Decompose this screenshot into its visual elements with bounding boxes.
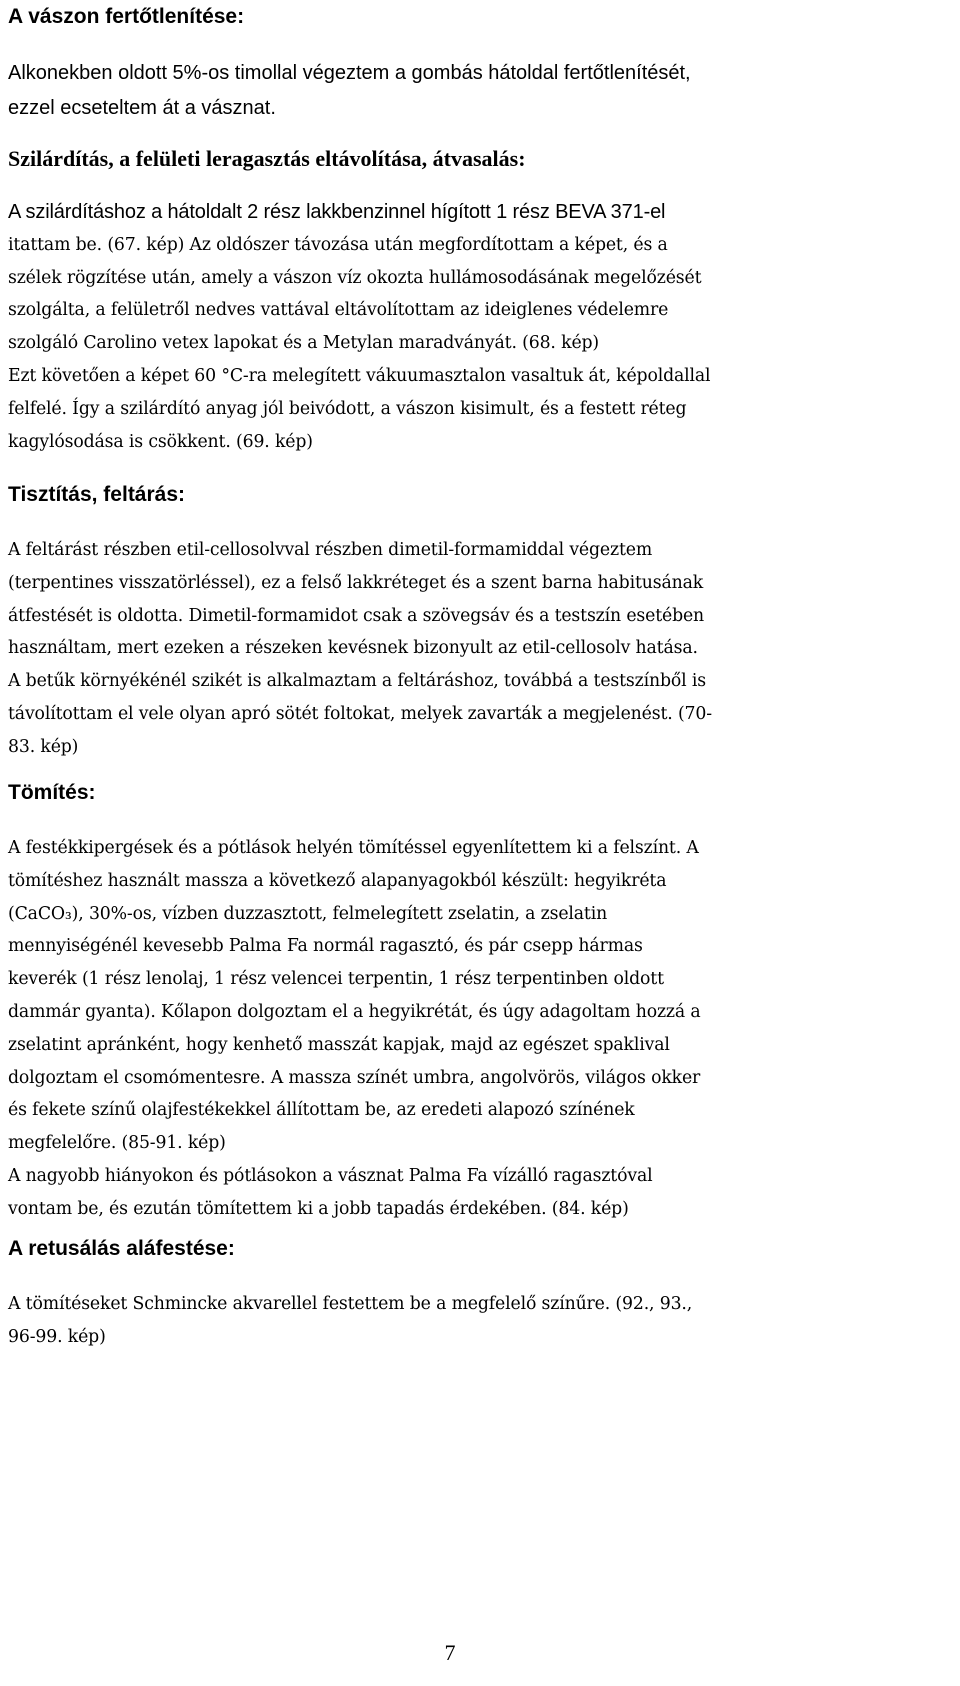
section-paragraph: A tömítéseket Schmincke akvarellel festettem be a megfelelő színűre. (92., 93., 96-99. kép) (8, 1294, 693, 1347)
section-paragraph: A szilárdításhoz a hátoldalt 2 rész lakkbenzinnel hígított 1 rész BEVA 371-el itattam be. (67. kép) Az oldószer távozása után megfordítottam a képet, és a szélek rögzítése után, amely a vászon víz okozta hullámosodásának megelőzését szolgálta, a felületről nedves vattával eltávolítottam az ideiglenes védelemre szolgáló Carolino vetex lapokat és a Metylan maradványát. (68. kép) Ezt követően a képet 60 °C-ra melegített vákuumasztalon vasaltuk át, képoldallal felfelé. Így a szilárdító anyag jól beivódott, a vászon kisimult, és a festett réteg kagylósodása is csökkent. (69. kép) (8, 201, 711, 452)
section-paragraph: A festékkipergések és a pótlások helyén tömítéssel egyenlítettem ki a felszínt. A tömítéshez használt massza a következő alapanyagokból készült: hegyikréta (CaCO₃), 30%-os, vízben duzzasztott, felmelegített zselatin, a zselatin mennyiségénél kevesebb Palma Fa normál ragasztó, és pár csepp hármas keverék (1 rész lenolaj, 1 rész velencei terpentin, 1 rész terpentinben oldott dammár gyanta). Kőlapon dolgoztam el a hegyikrétát, és úgy adagoltam hozzá a zselatint apránként, hogy kenhető masszát kapjak, majd az egészet spaklival dolgoztam el csomómentesre. A massza színét umbra, angolvörös, világos okker és fekete színű olajfestékekkel állítottam be, az eredeti alapozó színének megfelelőre. (85-91. kép) A nagyobb hiányokon és pótlásokon a vásznat Palma Fa vízálló ragasztóval vontam be, és ezután tömítettem ki a jobb tapadás érdekében. (84. kép) (8, 838, 701, 1219)
page-number: 7 (444, 1640, 456, 1665)
section-filling (8, 778, 930, 1226)
section-consolidation (8, 144, 930, 458)
section-heading: Tömítés: (8, 781, 96, 804)
section-heading: Szilárdítás, a felületi leragasztás eltávolítása, átvasalás: (8, 146, 526, 171)
section-heading: A retusálás aláfestése: (8, 1237, 235, 1260)
section-paragraph: Alkonekben oldott 5%-os timollal végeztem a gombás hátoldal fertőtlenítését, ezzel ecseteltem át a vásznat. (8, 62, 691, 119)
section-heading: Tisztítás, feltárás: (8, 483, 186, 506)
section-disinfection (8, 2, 930, 125)
section-paragraph: A feltárást részben etil-cellosolvval részben dimetil-formamiddal végeztem (terpentines visszatörléssel), ez a felső lakkréteget és a szent barna habitusának átfestését is oldotta. Dimetil-formamidot csak a szövegsáv és a testszín esetében használtam, mert ezeken a részeken kevésnek bizonyult az etil-cellosolv hatása. A betűk környékénél szikét is alkalmaztam a feltáráshoz, továbbá a testszínből is távolítottam el vele olyan apró sötét foltokat, melyek zavarták a megjelenést. (70- 83. kép) (8, 540, 712, 757)
section-heading: A vászon fertőtlenítése: (8, 5, 245, 28)
section-retouching (8, 1234, 930, 1354)
section-cleaning (8, 480, 930, 764)
